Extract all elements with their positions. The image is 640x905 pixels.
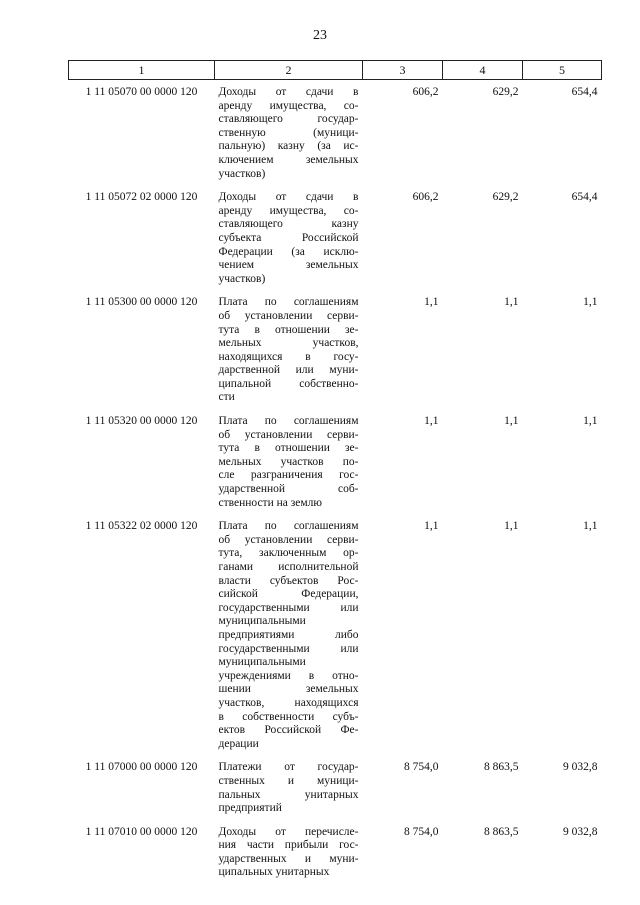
amount-year-2: 1,1 [504,296,519,309]
amount-year-1: 1,1 [424,520,439,533]
amount-year-2: 1,1 [504,415,519,428]
revenue-name-line: аренду имущества, со- [218,204,359,217]
revenue-name-line: ектов Российской Фе- [218,724,359,737]
revenue-name [215,80,363,186]
budget-code: 1 11 05300 00 0000 120 [85,296,198,309]
revenue-name-line: Доходы от перечисле- [218,825,359,838]
header-col-4: 4 [443,61,523,80]
revenue-name-line: участков) [218,167,266,180]
header-col-5: 5 [523,61,602,80]
revenue-name-line: в собственности субъ- [218,710,359,723]
table-row [69,755,602,819]
revenue-name [215,514,363,755]
amount-year-1: 606,2 [412,191,439,204]
revenue-name [215,820,363,884]
revenue-name [215,755,363,819]
revenue-name-line: тута в отношении зе- [218,442,359,455]
amount-year-1: 606,2 [412,86,439,98]
revenue-name-line: Плата по соглашениям [218,296,359,309]
revenue-name-line: аренду имущества, со- [218,99,359,112]
header-col-1: 1 [69,61,215,80]
amount-year-2: 8 863,5 [484,825,519,838]
revenue-name-line: ударственных и муни- [218,852,359,865]
revenue-name-line: государственными или [218,601,359,614]
revenue-name-line: муниципальными [218,656,306,669]
header-row [69,61,602,80]
amount-year-1: 1,1 [424,415,439,428]
revenue-name-line: пальных унитарных [218,788,359,801]
revenue-name-line: об установлении серви- [218,309,359,322]
table-row [69,185,602,290]
revenue-name-line: ганами исполнительной [218,561,359,573]
budget-code: 1 11 07000 00 0000 120 [85,761,198,774]
revenue-name-line: мельных участков по- [218,455,359,468]
header-col-3: 3 [363,61,443,80]
amount-year-2: 629,2 [492,191,519,204]
revenue-name-line: предприятиями либо [218,628,359,641]
budget-code: 1 11 05322 02 0000 120 [85,520,198,533]
revenue-name [215,185,363,290]
revenue-name-line: сийской Федерации, [218,588,359,601]
revenue-name-line: Доходы от сдачи в [218,191,359,204]
revenue-name-line: ния части прибыли гос- [218,839,359,852]
revenue-name-line: ственности на землю [218,496,322,509]
budget-code: 1 11 05070 00 0000 120 [85,86,198,98]
revenue-name-line: участков) [218,272,266,285]
revenue-name-line: Федерации (за исклю- [218,245,359,258]
revenue-name-line: сти [218,391,235,404]
revenue-name-line: власти субъектов Рос- [218,574,359,587]
budget-code: 1 11 07010 00 0000 120 [85,825,198,838]
revenue-name-line: ставляющего государ- [218,113,359,126]
amount-year-2: 8 863,5 [484,761,519,774]
budget-code: 1 11 05320 00 0000 120 [85,415,198,428]
revenue-name [215,290,363,409]
table-row [69,820,602,884]
amount-year-3: 654,4 [571,86,598,98]
amount-year-2: 1,1 [504,520,519,533]
amount-year-3: 9 032,8 [563,825,598,838]
revenue-name-line: ципальных унитарных [218,866,330,879]
amount-year-3: 654,4 [571,191,598,204]
table-row [69,290,602,409]
table-header [69,61,602,80]
revenue-name-line: ударственной соб- [218,483,359,496]
revenue-name-line: Плата по соглашениям [218,415,359,428]
revenue-name-line: тута, заключенным ор- [218,547,359,560]
revenue-name-line: мельных участков, [218,337,359,350]
revenue-name [215,409,363,514]
revenue-name-line: участков, находящихся [218,696,359,709]
revenue-name-line: Плата по соглашениям [218,520,359,533]
revenue-name-line: ственную (муници- [218,126,359,139]
table-row [69,409,602,514]
amount-year-1: 1,1 [424,296,439,309]
amount-year-1: 8 754,0 [404,825,439,838]
budget-code: 1 11 05072 02 0000 120 [85,191,198,204]
revenue-name-line: об установлении серви- [218,533,359,546]
page-number: 23 [313,28,327,43]
revenue-name-line: сле разграничения гос- [218,469,359,482]
table-row [69,80,602,186]
revenue-name-line: об установлении серви- [218,428,359,441]
amount-year-3: 9 032,8 [563,761,598,774]
revenue-name-line: ципальной собственно- [218,377,359,390]
amount-year-1: 8 754,0 [404,761,439,774]
revenue-name-line: находящихся в госу- [218,350,359,363]
revenue-name-line: учреждениями в отно- [218,669,359,682]
revenue-name-line: тута в отношении зе- [218,323,359,336]
revenue-name-line: ственных и муници- [218,774,359,787]
revenue-name-line: Платежи от государ- [218,761,359,774]
revenue-name-line: Доходы от сдачи в [218,86,359,98]
revenue-name-line: ставляющего казну [218,218,359,231]
revenue-name-line: муниципальными [218,615,306,628]
revenue-name-line: чением земельных [218,259,359,272]
revenue-name-line: дарственной или муни- [218,364,359,377]
revenue-name-line: пальную) казну (за ис- [218,140,359,153]
budget-table [68,60,602,884]
revenue-name-line: субъекта Российской [218,231,359,244]
amount-year-3: 1,1 [583,296,598,309]
revenue-name-line: ключением земельных [218,153,359,166]
amount-year-3: 1,1 [583,520,598,533]
revenue-name-line: дерации [218,737,259,750]
revenue-name-line: предприятий [218,802,282,815]
revenue-name-line: шении земельных [218,683,359,696]
amount-year-3: 1,1 [583,415,598,428]
table-row [69,514,602,755]
amount-year-2: 629,2 [492,86,519,98]
table-body [69,80,602,885]
revenue-name-line: государственными или [218,642,359,655]
header-col-2: 2 [215,61,363,80]
